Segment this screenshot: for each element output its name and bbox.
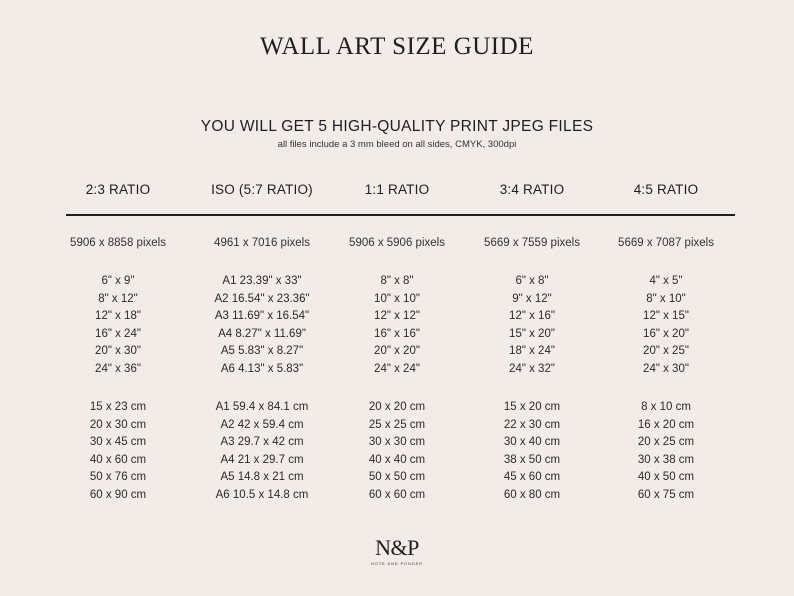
list-item: 30 x 40 cm <box>503 436 561 449</box>
list-item: 8 x 10 cm <box>641 401 691 413</box>
logo-subtitle: NOTE AND PONDER <box>371 562 423 566</box>
pixel-dimensions: 5669 x 7559 pixels <box>484 237 580 249</box>
column-heading: 3:4 RATIO <box>499 182 565 197</box>
list-item: 22 x 30 cm <box>503 418 561 431</box>
list-item: 40 x 50 cm <box>637 471 695 484</box>
list-item: 20 x 30 cm <box>89 418 147 431</box>
pixel-dimensions: 5906 x 5906 pixels <box>349 237 445 249</box>
cm-sizes-list <box>596 399 736 505</box>
logo-mark: N&P <box>375 535 419 560</box>
list-item: 60 x 60 cm <box>368 488 426 501</box>
cm-sizes-list <box>192 399 332 505</box>
list-item: 30 x 38 cm <box>637 453 695 466</box>
list-item: A6 4.13" x 5.83" <box>220 362 304 375</box>
column-heading: 2:3 RATIO <box>85 182 151 197</box>
list-item: 16 x 20 cm <box>637 418 695 431</box>
list-item: 38 x 50 cm <box>503 453 561 466</box>
header-divider <box>66 214 735 216</box>
list-item: A4 8.27" x 11.69" <box>218 327 306 340</box>
list-item: A2 42 x 59.4 cm <box>220 418 304 431</box>
list-item: 12" x 18" <box>95 310 141 323</box>
list-item: A2 16.54" x 23.36" <box>214 292 310 305</box>
cm-sizes-list <box>327 399 467 505</box>
list-item: 20" x 20" <box>374 345 420 358</box>
list-item: 60 x 75 cm <box>637 488 695 501</box>
list-item: 16" x 24" <box>95 327 141 340</box>
list-item: A1 59.4 x 84.1 cm <box>215 401 309 413</box>
pixel-dimensions: 4961 x 7016 pixels <box>214 237 310 249</box>
list-item: 25 x 25 cm <box>368 418 426 431</box>
list-item: 8" x 8" <box>380 275 414 287</box>
list-item: A1 23.39" x 33" <box>222 275 302 287</box>
list-item: 24" x 32" <box>509 362 555 375</box>
list-item: 20 x 25 cm <box>637 436 695 449</box>
list-item: 4" x 5" <box>649 275 683 287</box>
list-item: 40 x 60 cm <box>89 453 147 466</box>
inch-sizes-list <box>192 273 332 379</box>
list-item: 24" x 24" <box>374 362 420 375</box>
page-title: WALL ART SIZE GUIDE <box>260 33 534 60</box>
column-heading: 1:1 RATIO <box>364 182 430 197</box>
pixel-dimensions: 5669 x 7087 pixels <box>618 237 714 249</box>
list-item: A3 29.7 x 42 cm <box>220 436 304 449</box>
list-item: 16" x 16" <box>374 327 420 340</box>
inch-sizes-list <box>327 273 467 379</box>
list-item: 24" x 36" <box>95 362 141 375</box>
cm-sizes-list <box>48 399 188 505</box>
files-subline: all files include a 3 mm bleed on all sides, CMYK, 300dpi <box>277 139 517 150</box>
list-item: 8" x 12" <box>98 292 138 305</box>
list-item: 6" x 9" <box>101 275 135 287</box>
list-item: 60 x 90 cm <box>89 488 147 501</box>
pixel-dimensions: 5906 x 8858 pixels <box>70 237 166 249</box>
list-item: 16" x 20" <box>643 327 689 340</box>
list-item: 10" x 10" <box>374 292 420 305</box>
list-item: 60 x 80 cm <box>503 488 561 501</box>
list-item: 40 x 40 cm <box>368 453 426 466</box>
files-headline: YOU WILL GET 5 HIGH-QUALITY PRINT JPEG FILES <box>200 118 594 135</box>
list-item: 12" x 15" <box>643 310 689 323</box>
list-item: 20" x 25" <box>643 345 689 358</box>
list-item: A5 5.83" x 8.27" <box>220 345 304 358</box>
list-item: 12" x 12" <box>374 310 420 323</box>
column-heading: 4:5 RATIO <box>633 182 699 197</box>
list-item: 24" x 30" <box>643 362 689 375</box>
list-item: 20" x 30" <box>95 345 141 358</box>
list-item: 12" x 16" <box>509 310 555 323</box>
list-item: A4 21 x 29.7 cm <box>220 453 304 466</box>
list-item: A5 14.8 x 21 cm <box>220 471 304 484</box>
column-heading: ISO (5:7 RATIO) <box>211 182 313 197</box>
list-item: 9" x 12" <box>512 292 552 305</box>
inch-sizes-list <box>48 273 188 379</box>
list-item: 15 x 20 cm <box>503 401 561 413</box>
list-item: 50 x 50 cm <box>368 471 426 484</box>
list-item: A3 11.69" x 16.54" <box>214 310 310 323</box>
list-item: A6 10.5 x 14.8 cm <box>215 488 309 501</box>
list-item: 45 x 60 cm <box>503 471 561 484</box>
list-item: 20 x 20 cm <box>368 401 426 413</box>
brand-logo <box>0 537 794 566</box>
list-item: 50 x 76 cm <box>89 471 147 484</box>
list-item: 8" x 10" <box>646 292 686 305</box>
inch-sizes-list <box>462 273 602 379</box>
list-item: 15 x 23 cm <box>89 401 147 413</box>
inch-sizes-list <box>596 273 736 379</box>
list-item: 15" x 20" <box>509 327 555 340</box>
list-item: 30 x 45 cm <box>89 436 147 449</box>
list-item: 30 x 30 cm <box>368 436 426 449</box>
cm-sizes-list <box>462 399 602 505</box>
list-item: 18" x 24" <box>509 345 555 358</box>
list-item: 6" x 8" <box>515 275 549 287</box>
